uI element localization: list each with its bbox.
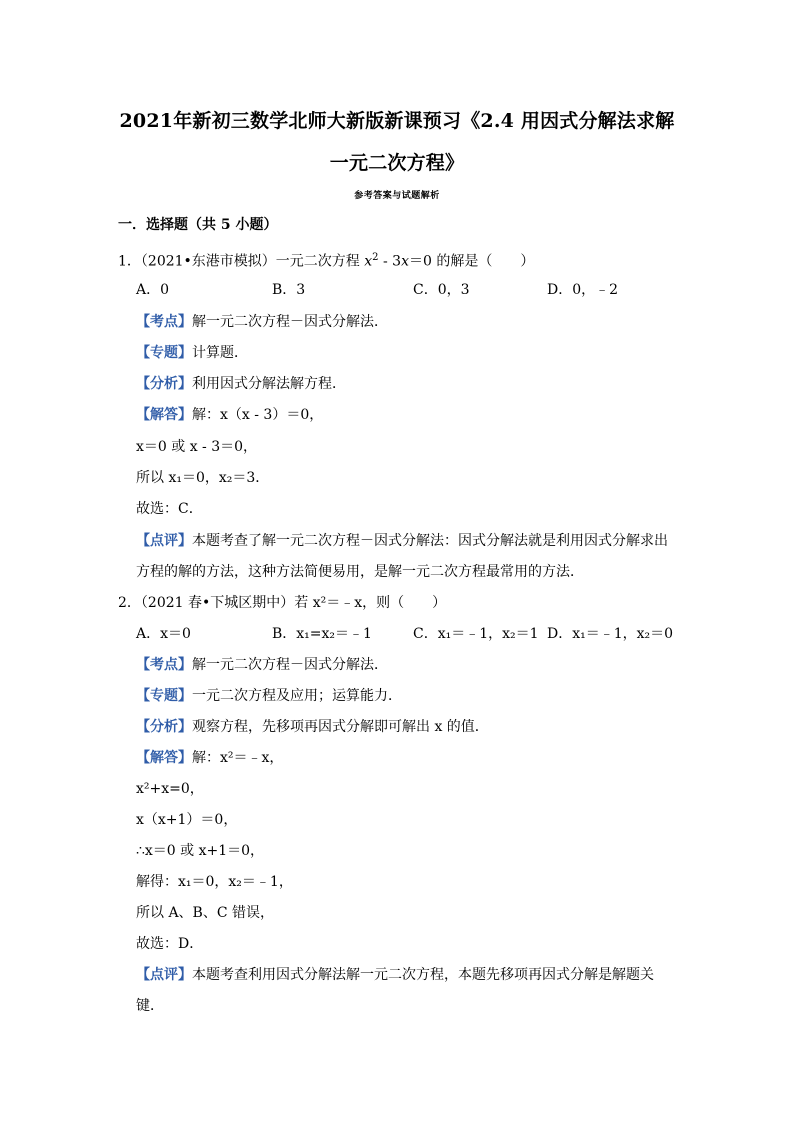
q1-fenxi: [136, 374, 346, 394]
q2-dianping: [136, 965, 654, 985]
q1-stem-mid: - 3: [378, 253, 402, 270]
q2-step3: ∴x＝0 或 x+1＝0，: [136, 843, 265, 859]
q1-dianping-text1: 本题考查了解一元二次方程－因式分解法：因式分解法就是利用因式分解求出: [192, 533, 668, 549]
q2-jieda: [136, 748, 283, 768]
q2-option-a: A．x＝0: [136, 626, 191, 642]
q1-kaodian: [136, 312, 388, 332]
q1-step2: 所以 x₁＝0，x₂＝3．: [136, 470, 270, 486]
q2-fenxi: [136, 717, 489, 737]
q2-zhuanti: [136, 686, 402, 706]
q2-fenxi-text: 观察方程，先移项再因式分解即可解出 x 的值．: [192, 719, 489, 735]
page-title-line1: 2021年新初三数学北师大新版新课预习《2.4 用因式分解法求解: [119, 110, 675, 132]
q1-kaodian-text: 解一元二次方程－因式分解法．: [192, 314, 388, 330]
q1-dianping-line2: 方程的解的方法，这种方法简便易用，是解一元二次方程最常用的方法．: [136, 564, 584, 580]
q2-option-c: C．x₁＝﹣1，x₂＝1: [413, 626, 539, 642]
q2-kaodian-text: 解一元二次方程－因式分解法．: [192, 657, 388, 673]
q2-step6: 故选：D．: [136, 936, 204, 952]
q2-fenxi-tag: 【分析】: [136, 719, 192, 735]
q1-kaodian-tag: 【考点】: [136, 314, 192, 330]
q1-fenxi-tag: 【分析】: [136, 376, 192, 392]
q2-dianping-tag: 【点评】: [136, 967, 192, 983]
q2-kaodian: [136, 655, 388, 675]
q1-jieda: [136, 405, 323, 425]
q1-step1: x＝0 或 x - 3＝0，: [136, 439, 258, 455]
q2-zhuanti-text: 一元二次方程及应用；运算能力．: [192, 688, 402, 704]
q2-step2: x（x+1）＝0，: [136, 812, 238, 828]
q1-dianping-tag: 【点评】: [136, 533, 192, 549]
q1-jieda-tag: 【解答】: [136, 407, 192, 423]
page-title-line2: 一元二次方程》: [329, 152, 465, 174]
q1-fenxi-text: 利用因式分解法解方程．: [192, 376, 346, 392]
q2-stem: 2．（2021 春•下城区期中）若 x²＝﹣x，则（ ）: [118, 595, 447, 611]
q1-option-b: B．3: [272, 282, 306, 298]
q1-step3: 故选：C．: [136, 501, 203, 517]
q1-option-a: A．0: [136, 282, 170, 298]
q1-option-c: C．0，3: [413, 282, 470, 298]
q2-option-b: B．x₁=x₂＝﹣1: [272, 626, 372, 642]
q2-dianping-line2: 键．: [136, 998, 164, 1014]
q2-dianping-text1: 本题考查利用因式分解法解一元二次方程，本题先移项再因式分解是解题关: [192, 967, 654, 983]
q1-stem-suffix: ＝0 的解是（ ）: [408, 253, 535, 270]
q1-zhuanti: [136, 343, 248, 363]
q2-jieda-text: 解：x²＝﹣x，: [192, 750, 284, 766]
q1-option-d: D．0，﹣2: [547, 282, 619, 298]
q1-jieda-text: 解：x（x - 3）＝0，: [192, 407, 324, 423]
page-subtitle: 参考答案与试题解析: [354, 191, 440, 201]
q1-zhuanti-tag: 【专题】: [136, 345, 192, 361]
q2-step1: x²+x=0，: [136, 781, 204, 797]
q1-dianping: [136, 531, 668, 551]
q1-zhuanti-text: 计算题．: [192, 345, 248, 361]
q2-option-d: D．x₁＝﹣1，x₂＝0: [547, 626, 674, 642]
q2-zhuanti-tag: 【专题】: [136, 688, 192, 704]
q1-stem-prefix: 1．（2021•东港市模拟）一元二次方程: [118, 253, 365, 270]
q2-step5: 所以 A、B、C 错误，: [136, 905, 275, 921]
q2-step4: 解得：x₁＝0，x₂＝﹣1，: [136, 874, 293, 890]
q1-stem: 1．（2021•东港市模拟）一元二次方程 $x^2 - 3x=0$ 的解是（ ）: [118, 252, 535, 270]
q2-kaodian-tag: 【考点】: [136, 657, 192, 673]
q2-jieda-tag: 【解答】: [136, 750, 192, 766]
section-heading: 一．选择题（共 5 小题）: [118, 217, 278, 233]
